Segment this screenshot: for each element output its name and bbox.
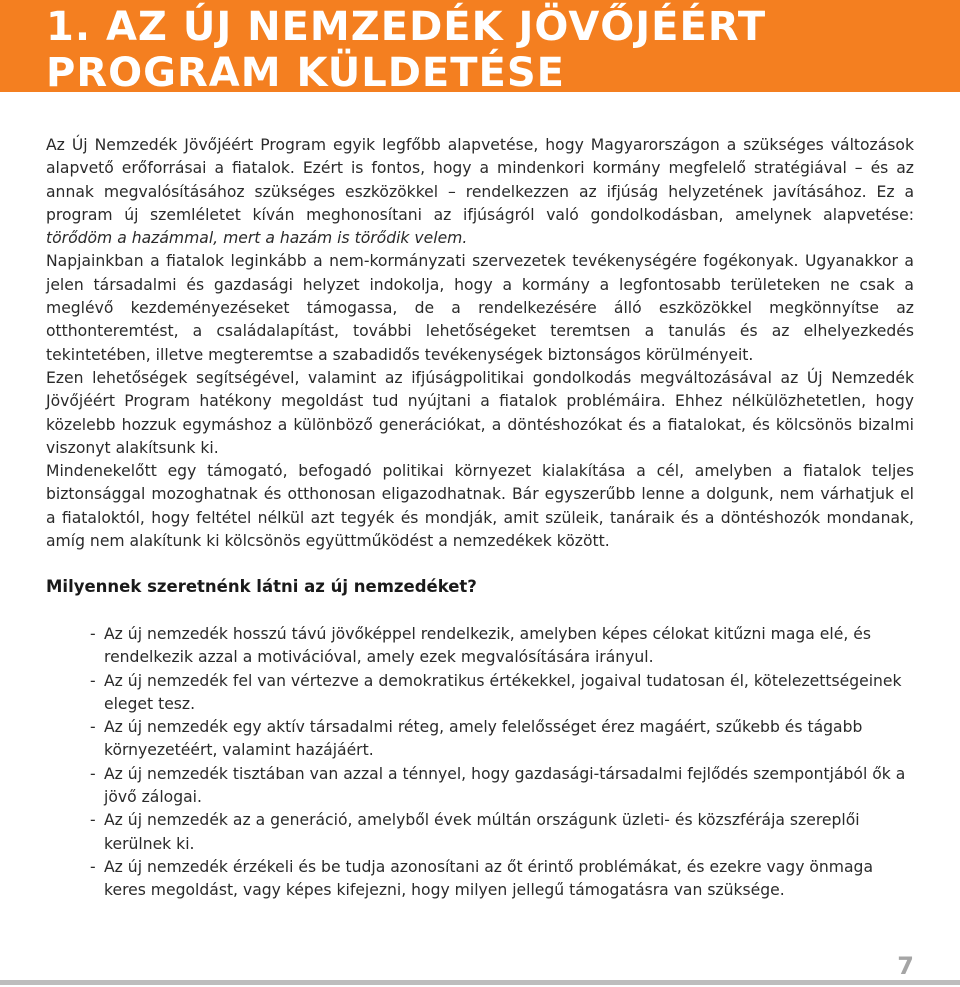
header-banner: [0, 0, 960, 96]
list-item: - Az új nemzedék tisztában van azzal a ténnyel, hogy gazdasági-társadalmi fejlődés szempontjából ők a jövő zálogai.: [90, 763, 914, 810]
vision-list: [90, 623, 914, 903]
title-line-1: 1. AZ ÚJ NEMZEDÉK JÖVŐJÉÉRT: [46, 4, 767, 50]
paragraph-3: Ezen lehetőségek segítségével, valamint az ifjúságpolitikai gondolkodás megváltozásával az Új Nemzedék Jövőjéért Program hatékony megoldást tud nyújtani a fiatalok problémáira. Ehhez nélkülözhetetlen, hogy közelebb hozzuk egymáshoz a különböző generációkat, a döntéshozókat és a fiatalokat, és kölcsönös bizalmi viszonyt alakítsunk ki.: [46, 368, 914, 457]
paragraph-1: [46, 134, 914, 250]
footer-divider: [0, 980, 960, 985]
paragraph-1-emphasis: törődöm a hazámmal, mert a hazám is törődik velem.: [46, 229, 468, 248]
body-text: [46, 134, 914, 553]
paragraph-1-text: Az Új Nemzedék Jövőjéért Program egyik legfőbb alapvetése, hogy Magyarországon a szükséges változások alapvető erőforrásai a fiatalok. Ezért is fontos, hogy a mindenkori kormány megfelelő stratégiával – és az annak megvalósításához szükséges eszközökkel – rendelkezzen az ifjúság helyzetének javításához. Ez a program új szemléletet kíván meghonosítani az ifjúságról való gondolkodásban, amelynek alapvetése:: [46, 136, 914, 224]
list-item: - Az új nemzedék fel van vértezve a demokratikus értékekkel, jogaival tudatosan él, kötelezettségeinek eleget tesz.: [90, 670, 914, 717]
list-item: - Az új nemzedék érzékeli és be tudja azonosítani az őt érintő problémákat, és ezekre vagy önmaga keres megoldást, vagy képes kifejezni, hogy milyen jellegű támogatásra van szüksége.: [90, 856, 914, 903]
page-number: 7: [897, 952, 914, 980]
list-item: - Az új nemzedék hosszú távú jövőképpel rendelkezik, amelyben képes célokat kitűzni maga elé, és rendelkezik azzal a motivációval, amely ezek megvalósítására irányul.: [90, 623, 914, 670]
paragraph-2: Napjainkban a fiatalok leginkább a nem-kormányzati szervezetek tevékenységére fogékonyak. Ugyanakkor a jelen társadalmi és gazdasági helyzet indokolja, hogy a kormány a legfontosabb területeken ne csak a meglévő kezdeményezéseket támogassa, de a rendelkezésére álló eszközökkel megkönnyítse az otthonteremtést, a családalapítást, további lehetőségeket teremtsen a tanulás és az elhelyezkedés tekintetében, illetve megteremtse a szabadidős tevékenységek biztonságos körülményeit.: [46, 252, 914, 364]
list-item: - Az új nemzedék egy aktív társadalmi réteg, amely felelősséget érez magáért, szűkebb és tágabb környezetéért, valamint hazájáért.: [90, 716, 914, 763]
page-title: [46, 4, 766, 96]
title-line-2: PROGRAM KÜLDETÉSE: [46, 50, 565, 96]
section-heading: Milyennek szeretnénk látni az új nemzedéket?: [46, 577, 477, 596]
paragraph-4: Mindenekelőtt egy támogató, befogadó politikai környezet kialakítása a cél, amelyben a fiatalok teljes biztonsággal mozoghatnak és otthonosan eligazodhatnak. Bár egyszerűbb lenne a dolgunk, nem várhatjuk el a fiataloktól, hogy feltétel nélkül azt tegyék és mondják, amit szüleik, tanáraik és a döntéshozók mondanak, amíg nem alakítunk ki kölcsönös együttműködést a nemzedékek között.: [46, 462, 914, 551]
list-item: - Az új nemzedék az a generáció, amelyből évek múltán országunk üzleti- és közszférája szereplői kerülnek ki.: [90, 809, 914, 856]
